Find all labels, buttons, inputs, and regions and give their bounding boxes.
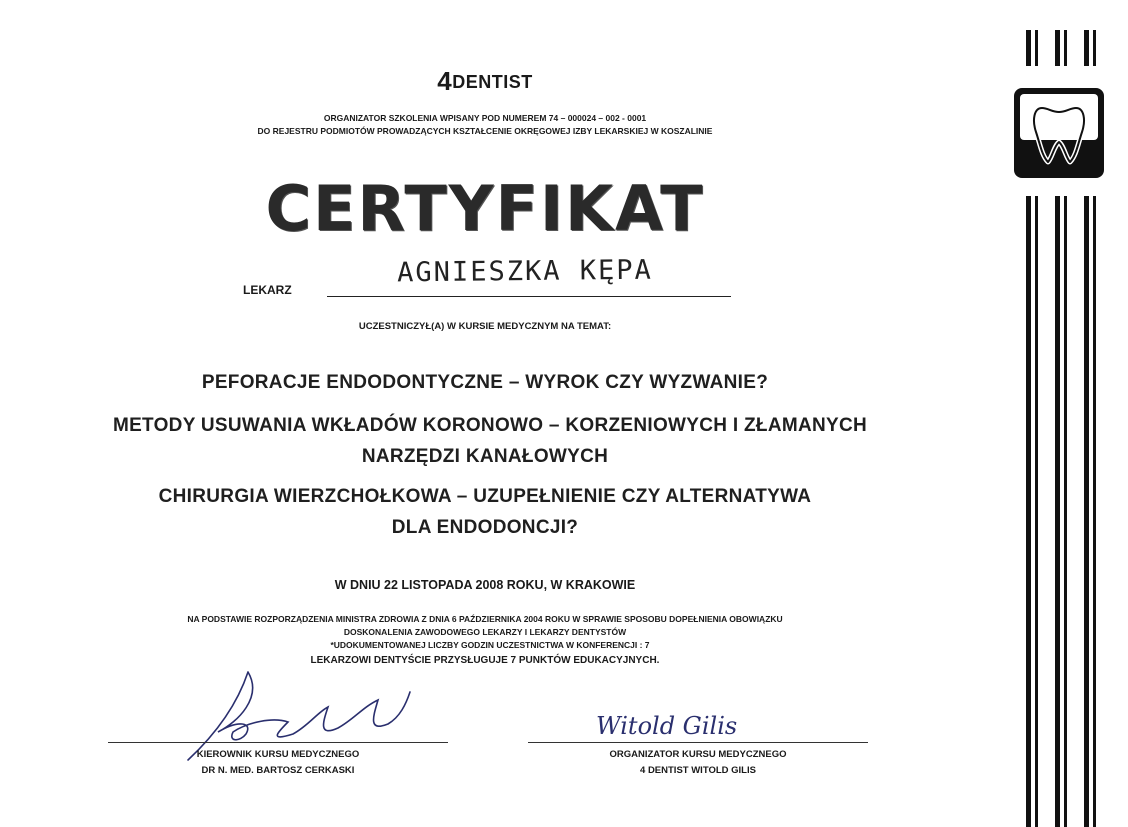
right-signature-line xyxy=(528,742,868,743)
left-signer-role: KIEROWNIK KURSU MEDYCZNEGO xyxy=(196,749,360,760)
doctor-name-handwritten: AGNIESZKA KĘPA xyxy=(397,254,653,289)
organizer-registration-line: ORGANIZATOR SZKOLENIA WPISANY POD NUMEREM 74 – 000024 – 002 - 0001 xyxy=(323,113,647,123)
registry-line: DO REJESTRU PODMIOTÓW PROWADZĄCYCH KSZTAŁCENIE OKRĘGOWEJ IZBY LEKARSKIEJ W KOSZALINIE xyxy=(257,126,713,136)
brand-number: 4 xyxy=(437,66,453,96)
left-signature-scribble xyxy=(178,662,418,762)
tooth-icon xyxy=(1012,86,1106,180)
legal-line-3: *UDOKUMENTOWANEJ LICZBY GODZIN UCZESTNICTWA W KONFERENCJI : 7 xyxy=(330,640,650,650)
legal-line-1: NA PODSTAWIE ROZPORZĄDZENIA MINISTRA ZDROWIA Z DNIA 6 PAŹDZIERNIKA 2004 ROKU W SPRAWIE SPOSOBU DOPEŁNIENIA OBOWIĄZKU xyxy=(187,614,783,624)
education-points-line: LEKARZOWI DENTYŚCIE PRZYSŁUGUJE 7 PUNKTÓW EDUKACYJNYCH. xyxy=(310,655,660,666)
legal-line-2: DOSKONALENIA ZAWODOWEGO LEKARZY I LEKARZY DENTYSTÓW xyxy=(343,627,627,637)
certificate-title: CERTYFIKAT xyxy=(265,172,705,245)
topic-2-line-2: NARZĘDZI KANAŁOWYCH xyxy=(361,446,609,467)
brand-logo-text xyxy=(400,66,570,97)
left-signer-name: DR N. MED. BARTOSZ CERKASKI xyxy=(201,765,355,776)
right-signature xyxy=(588,706,818,746)
topic-3-line-2: DLA ENDODONCJI? xyxy=(391,517,579,538)
right-signature-text: Witold Gilis xyxy=(596,712,738,740)
right-signer-name: 4 DENTIST WITOLD GILIS xyxy=(640,765,756,776)
right-signer-role: ORGANIZATOR KURSU MEDYCZNEGO xyxy=(609,749,787,760)
topic-1: PEFORACJE ENDODONTYCZNE – WYROK CZY WYZWANIE? xyxy=(201,372,769,393)
participation-statement: UCZESTNICZYŁ(A) W KURSIE MEDYCZNYM NA TEMAT: xyxy=(358,321,612,332)
topic-3-line-1: CHIRURGIA WIERZCHOŁKOWA – UZUPEŁNIENIE CZY ALTERNATYWA xyxy=(158,486,812,507)
name-underline xyxy=(327,296,731,297)
doctor-label: LEKARZ xyxy=(243,283,292,297)
brand-name: DENTIST xyxy=(452,72,533,92)
event-date-place: W DNIU 22 LISTOPADA 2008 ROKU, W KRAKOWIE xyxy=(334,578,636,592)
left-signature-line xyxy=(108,742,448,743)
topic-2-line-1: METODY USUWANIA WKŁADÓW KORONOWO – KORZENIOWYCH I ZŁAMANYCH xyxy=(112,415,868,436)
